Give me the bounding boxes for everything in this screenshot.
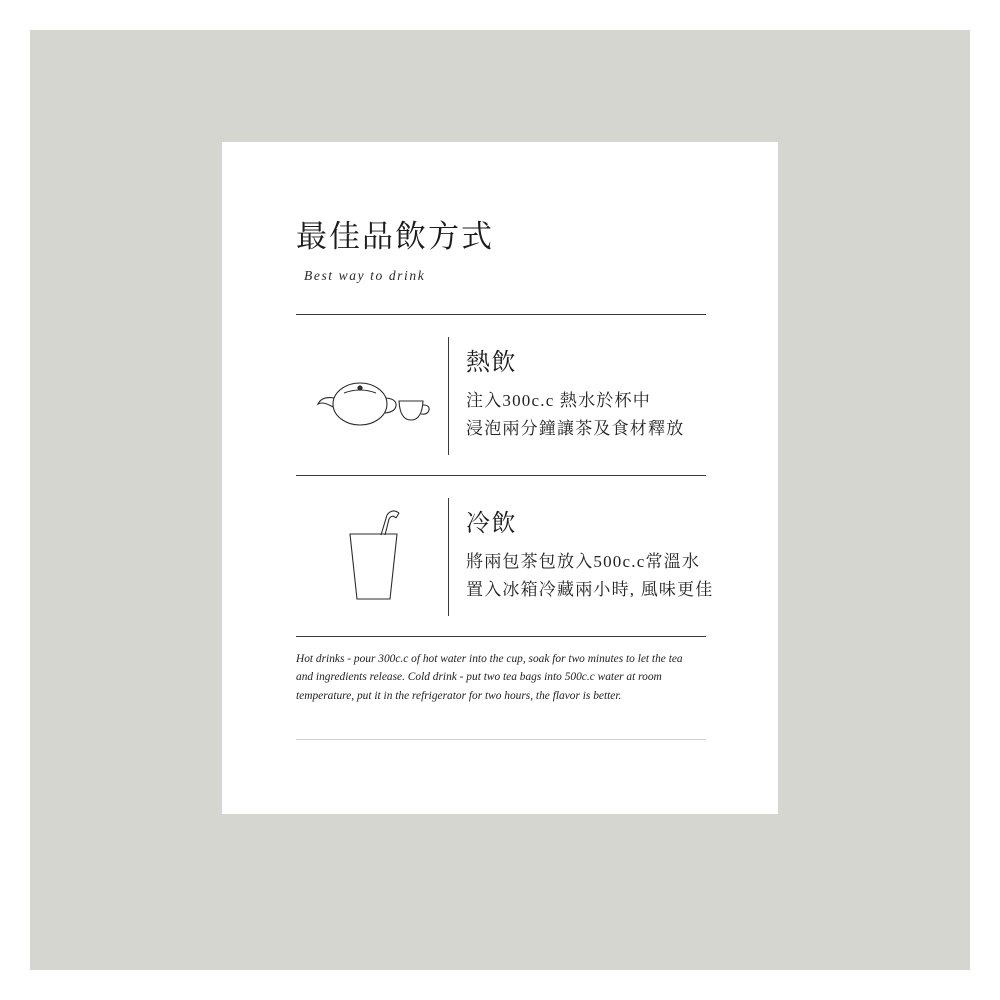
section-hot-drink-line-1: 注入300c.c 熱水於杯中 bbox=[466, 391, 651, 411]
section-hot-drink-title: 熱飲 bbox=[466, 350, 517, 377]
section-cold-drink-line-1: 將兩包茶包放入500c.c常溫水 bbox=[466, 552, 701, 572]
divider-bottom bbox=[296, 636, 706, 637]
footer-note: Hot drinks - pour 300c.c of hot water into the cup, soak for two minutes to let the tea and ingredients release. Cold drink - put two tea bags into 500c.c water at room temperature, put it in the refrigerator for two hours, the flavor is better. bbox=[296, 652, 683, 702]
section-hot-drink-line-2: 浸泡兩分鐘讓茶及食材釋放 bbox=[466, 418, 685, 438]
page-subtitle: Best way to drink bbox=[304, 267, 426, 283]
divider-faint bbox=[296, 739, 706, 740]
section-hot-drink bbox=[296, 315, 706, 475]
page-title: 最佳品飲方式 bbox=[296, 219, 494, 254]
teapot-and-cup-icon bbox=[296, 337, 448, 455]
card-content bbox=[296, 218, 714, 740]
section-cold-drink-line-2: 置入冰箱冷藏兩小時, 風味更佳 bbox=[466, 579, 714, 599]
section-cold-drink-title: 冷飲 bbox=[466, 511, 517, 538]
section-cold-drink-body bbox=[448, 498, 714, 616]
iced-cup-with-straw-icon bbox=[296, 498, 448, 616]
section-cold-drink bbox=[296, 476, 714, 636]
section-hot-drink-body bbox=[448, 337, 706, 455]
instruction-card bbox=[222, 142, 778, 814]
